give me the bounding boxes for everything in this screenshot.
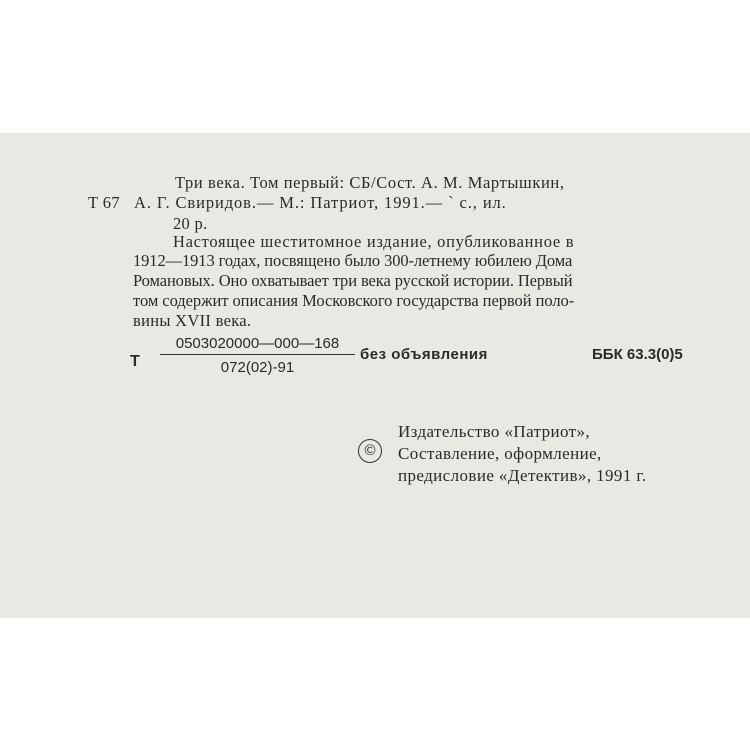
annotation-line-5: вины XVII века. (133, 311, 252, 330)
classification-denominator: 072(02)-91 (220, 359, 295, 376)
publisher-line-3: предисловие «Детектив», 1991 г. (398, 466, 647, 485)
annotation-line-2: 1912—1913 годах, посвящено было 300-летнему юбилею Дома (133, 251, 573, 270)
entry-line-3: 20 р. (173, 214, 208, 233)
classification-letter: Т (130, 353, 140, 370)
catalog-code: Т 67 (88, 193, 120, 212)
entry-line-2: А. Г. Свиридов.— М.: Патриот, 1991.— ` с., ил. (134, 193, 507, 212)
annotation-line-4: том содержит описания Московского государства первой поло- (133, 291, 575, 310)
entry-line-1: Три века. Том первый: СБ/Сост. А. М. Мартышкин, (175, 173, 565, 192)
publisher-line-2: Составление, оформление, (398, 444, 602, 463)
classification-note: без объявления (360, 346, 488, 363)
bbk-code: ББК 63.3(0)5 (592, 346, 683, 363)
copyright-icon: © (358, 439, 382, 463)
classification-numerator: 0503020000—000—168 (160, 335, 355, 355)
annotation-line-1: Настоящее шеститомное издание, опубликованное в (173, 232, 575, 251)
book-page (0, 133, 750, 618)
publisher-line-1: Издательство «Патриот», (398, 422, 591, 441)
annotation-line-3: Романовых. Оно охватывает три века русской истории. Первый (133, 271, 573, 290)
classification-fraction (160, 335, 355, 376)
